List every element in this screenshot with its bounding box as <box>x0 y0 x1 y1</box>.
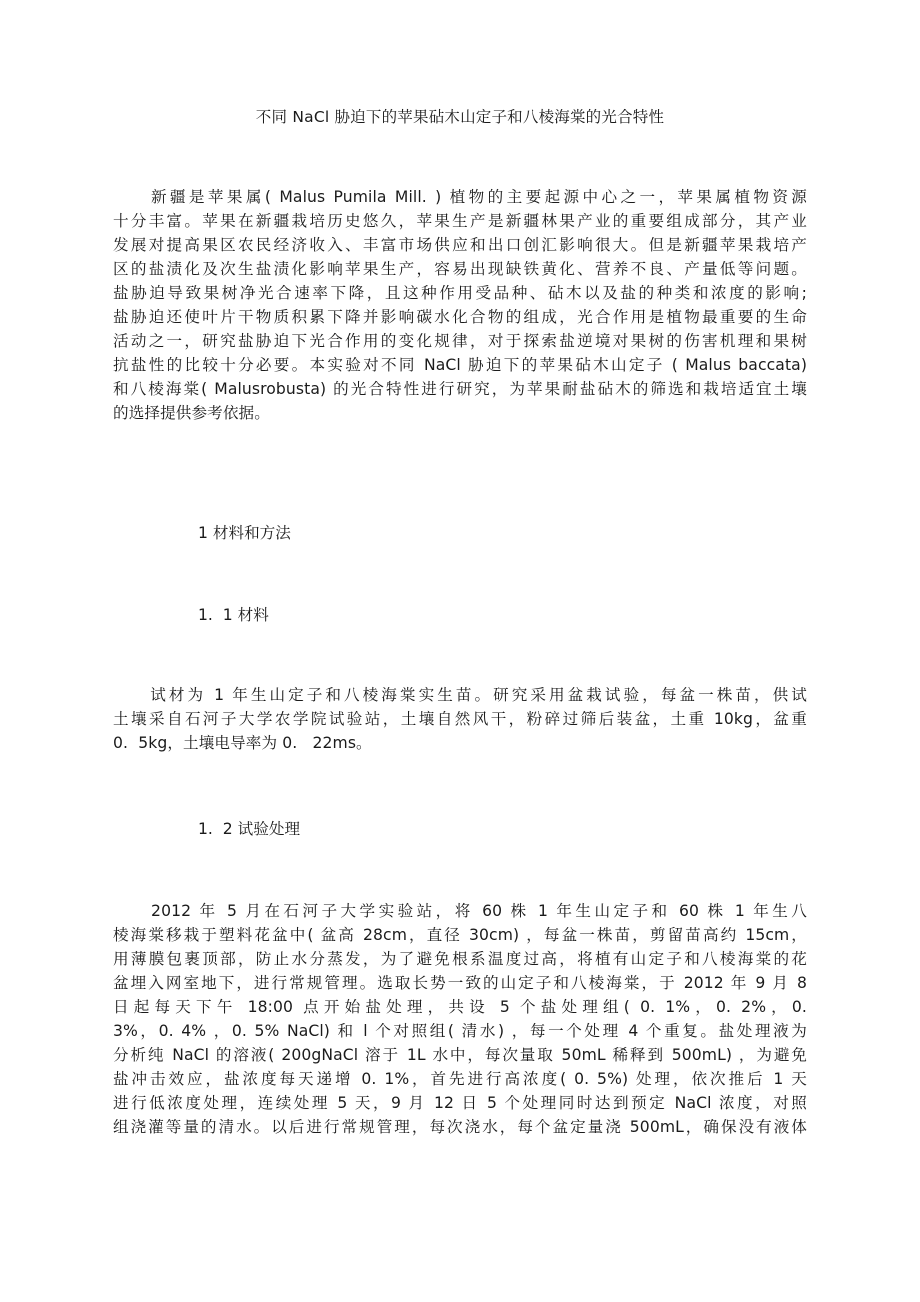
paragraph-line: 发展对提高果区农民经济收入、丰富市场供应和出口创汇影响很大。但是新疆苹果栽培产 <box>113 236 807 254</box>
section-heading-1-1: 1. 1 材料 <box>198 606 269 624</box>
paragraph-line: 棱海棠移栽于塑料花盆中( 盆高 28cm，直径 30cm) ，每盆一株苗，剪留苗高约 15cm， <box>113 926 807 944</box>
paragraph-line: 用薄膜包裹顶部，防止水分蒸发，为了避免根系温度过高，将植有山定子和八棱海棠的花 <box>113 950 807 968</box>
paragraph-line: 活动之一，研究盐胁迫下光合作用的变化规律，对于探索盐逆境对果树的伤害机理和果树 <box>113 332 807 350</box>
paragraph-line: 和八棱海棠( Malusrobusta) 的光合特性进行研究，为苹果耐盐砧木的筛选和栽培适宜土壤 <box>113 380 807 398</box>
paragraph-line: 抗盐性的比较十分必要。本实验对不同 NaCl 胁迫下的苹果砧木山定子 ( Malus baccata) <box>113 356 807 374</box>
paragraph-line: 十分丰富。苹果在新疆栽培历史悠久，苹果生产是新疆林果产业的重要组成部分，其产业 <box>113 212 807 230</box>
paragraph-line: 新疆是苹果属( Malus Pumila Mill. ) 植物的主要起源中心之一，苹果属植物资源 <box>113 188 807 206</box>
section-heading-1-2: 1. 2 试验处理 <box>198 820 301 838</box>
paragraph-line: 盐胁迫导致果树净光合速率下降，且这种作用受品种、砧木以及盐的种类和浓度的影响; <box>113 284 807 302</box>
paragraph-line: 试材为 1 年生山定子和八棱海棠实生苗。研究采用盆栽试验，每盆一株苗，供试 <box>113 686 807 704</box>
paragraph-line: 组浇灌等量的清水。以后进行常规管理，每次浇水，每个盆定量浇 500mL，确保没有液体 <box>113 1118 807 1136</box>
paragraph-line: 土壤采自石河子大学农学院试验站，土壤自然风干，粉碎过筛后装盆，土重 10kg，盆重 <box>113 710 807 728</box>
paragraph-line: 的选择提供参考依据。 <box>113 404 270 422</box>
paragraph-line: 2012 年 5 月在石河子大学实验站，将 60 株 1 年生山定子和 60 株 1 年生八 <box>113 902 807 920</box>
paragraph-line: 3%，0. 4% ，0. 5% NaCl) 和 l 个对照组( 清水) ，每一个处理 4 个重复。盐处理液为 <box>113 1022 807 1040</box>
paragraph-line: 区的盐渍化及次生盐渍化影响苹果生产，容易出现缺铁黄化、营养不良、产量低等问题。 <box>113 260 807 278</box>
paragraph-line: 盆埋入网室地下，进行常规管理。选取长势一致的山定子和八棱海棠，于 2012 年 9 月 8 <box>113 974 807 992</box>
page-title: 不同 NaCl 胁迫下的苹果砧木山定子和八棱海棠的光合特性 <box>255 108 665 126</box>
paragraph-line: 日起每天下午 18:00 点开始盐处理，共设 5 个盐处理组( 0. 1%，0. 2%，0. <box>113 998 807 1016</box>
section-heading-1: 1 材料和方法 <box>198 524 291 542</box>
paragraph-line: 盐胁迫还使叶片干物质积累下降并影响碳水化合物的组成，光合作用是植物最重要的生命 <box>113 308 807 326</box>
paragraph-line: 进行低浓度处理，连续处理 5 天，9 月 12 日 5 个处理同时达到预定 NaCl 浓度，对照 <box>113 1094 807 1112</box>
paragraph-line: 分析纯 NaCl 的溶液( 200gNaCl 溶于 1L 水中，每次量取 50mL 稀释到 500mL) ，为避免 <box>113 1046 807 1064</box>
paragraph-line: 0. 5kg，土壤电导率为 0. 22ms。 <box>113 734 372 752</box>
paragraph-line: 盐冲击效应，盐浓度每天递增 0. 1%，首先进行高浓度( 0. 5%) 处理，依次推后 1 天 <box>113 1070 807 1088</box>
